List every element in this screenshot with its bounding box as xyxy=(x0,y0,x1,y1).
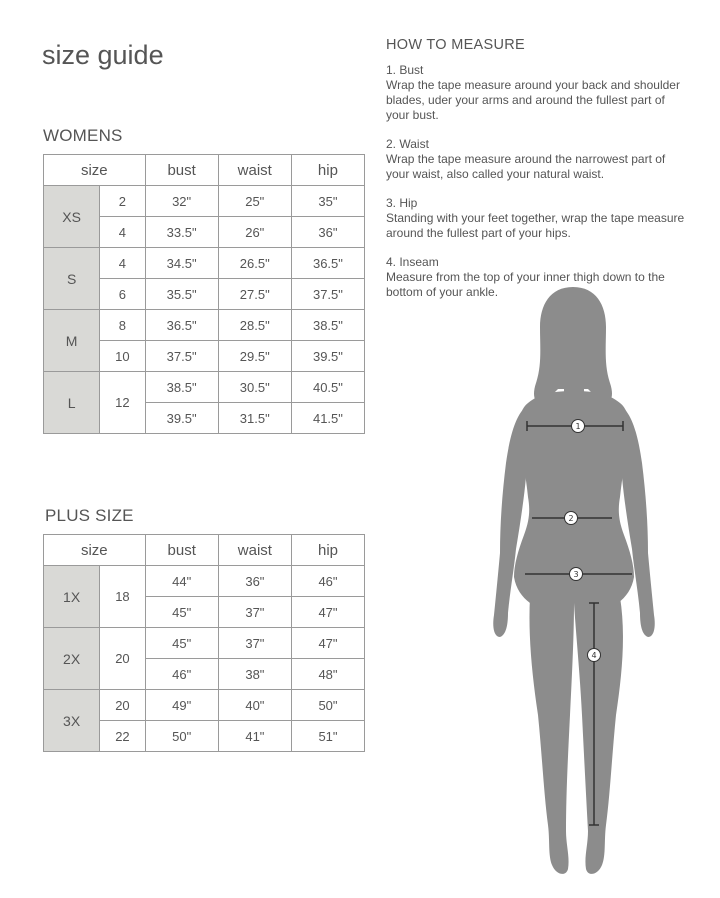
bust-value: 35.5" xyxy=(145,279,218,310)
size-label-m: M xyxy=(44,310,100,372)
hip-value: 36" xyxy=(291,217,364,248)
hip-value: 51" xyxy=(292,721,365,752)
header-bust: bust xyxy=(145,535,218,566)
waist-value: 25" xyxy=(218,186,291,217)
step-title: 4. Inseam xyxy=(386,255,439,269)
header-hip: hip xyxy=(291,155,364,186)
size-number: 22 xyxy=(100,721,145,752)
waist-value: 28.5" xyxy=(218,310,291,341)
header-waist: waist xyxy=(218,155,291,186)
size-number: 20 xyxy=(100,628,145,690)
header-bust: bust xyxy=(145,155,218,186)
size-number: 2 xyxy=(100,186,145,217)
hip-value: 35" xyxy=(291,186,364,217)
table-row xyxy=(44,566,365,597)
size-number: 20 xyxy=(100,690,145,721)
hip-value: 39.5" xyxy=(291,341,364,372)
size-label-xs: XS xyxy=(44,186,100,248)
marker-2 xyxy=(565,512,578,525)
table-row xyxy=(44,690,365,721)
table-row xyxy=(44,372,365,403)
marker-4-label: 4 xyxy=(591,651,597,660)
step-text: Standing with your feet together, wrap the tape measure around the fullest part of your hips. xyxy=(386,211,685,240)
waist-value: 38" xyxy=(218,659,291,690)
bust-value: 45" xyxy=(145,597,218,628)
table-row xyxy=(44,248,365,279)
waist-value: 36" xyxy=(218,566,291,597)
waist-value: 31.5" xyxy=(218,403,291,434)
waist-value: 41" xyxy=(218,721,291,752)
how-to-measure-heading: HOW TO MEASURE xyxy=(386,37,526,53)
size-number: 6 xyxy=(100,279,145,310)
hip-value: 48" xyxy=(292,659,365,690)
waist-value: 30.5" xyxy=(218,372,291,403)
hip-value: 37.5" xyxy=(291,279,364,310)
marker-1-label: 1 xyxy=(575,422,581,431)
plus-size-table xyxy=(43,534,365,752)
womens-heading: WOMENS xyxy=(43,126,123,145)
size-number: 8 xyxy=(100,310,145,341)
step-text: Wrap the tape measure around your back and shoulder blades, uder your arms and around the fullest part of your bust. xyxy=(386,78,680,122)
waist-value: 37" xyxy=(218,597,291,628)
bust-value: 50" xyxy=(145,721,218,752)
step-text: Measure from the top of your inner thigh down to the bottom of your ankle. xyxy=(386,270,665,299)
step-title: 1. Bust xyxy=(386,63,424,77)
hip-value: 50" xyxy=(292,690,365,721)
waist-value: 37" xyxy=(218,628,291,659)
bust-value: 36.5" xyxy=(145,310,218,341)
header-waist: waist xyxy=(218,535,291,566)
size-number: 4 xyxy=(100,248,145,279)
size-label-s: S xyxy=(44,248,100,310)
womens-size-table xyxy=(43,154,365,434)
marker-4 xyxy=(588,649,601,662)
step-bust xyxy=(386,63,686,123)
bust-value: 44" xyxy=(145,566,218,597)
size-number: 18 xyxy=(100,566,145,628)
marker-3-label: 3 xyxy=(573,570,579,579)
hip-value: 47" xyxy=(292,597,365,628)
marker-1 xyxy=(572,420,585,433)
page-title: size guide xyxy=(42,40,164,70)
size-label-l: L xyxy=(44,372,100,434)
size-number: 4 xyxy=(100,217,145,248)
how-to-measure-panel xyxy=(386,38,686,314)
step-hip xyxy=(386,196,686,241)
table-row xyxy=(44,310,365,341)
marker-3 xyxy=(570,568,583,581)
step-title: 2. Waist xyxy=(386,137,429,151)
step-title: 3. Hip xyxy=(386,196,418,210)
bust-value: 34.5" xyxy=(145,248,218,279)
size-number: 10 xyxy=(100,341,145,372)
hip-value: 41.5" xyxy=(291,403,364,434)
plus-size-heading: PLUS SIZE xyxy=(45,506,134,525)
bust-value: 33.5" xyxy=(145,217,218,248)
bust-value: 46" xyxy=(145,659,218,690)
step-waist xyxy=(386,137,686,182)
hip-value: 36.5" xyxy=(291,248,364,279)
bust-value: 32" xyxy=(145,186,218,217)
bust-value: 37.5" xyxy=(145,341,218,372)
step-text: Wrap the tape measure around the narrowest part of your waist, also called your natural waist. xyxy=(386,152,666,181)
header-size: size xyxy=(44,155,146,186)
header-size: size xyxy=(44,535,146,566)
waist-value: 27.5" xyxy=(218,279,291,310)
hip-value: 38.5" xyxy=(291,310,364,341)
waist-value: 40" xyxy=(218,690,291,721)
header-hip: hip xyxy=(292,535,365,566)
size-label-3x: 3X xyxy=(44,690,100,752)
bust-value: 38.5" xyxy=(145,372,218,403)
hip-value: 47" xyxy=(292,628,365,659)
bust-value: 49" xyxy=(145,690,218,721)
bust-value: 39.5" xyxy=(145,403,218,434)
size-label-2x: 2X xyxy=(44,628,100,690)
waist-value: 29.5" xyxy=(218,341,291,372)
waist-value: 26" xyxy=(218,217,291,248)
marker-2-label: 2 xyxy=(568,514,574,523)
table-row xyxy=(44,186,365,217)
table-row xyxy=(44,628,365,659)
size-number: 12 xyxy=(100,372,145,434)
body-silhouette-figure xyxy=(470,285,680,890)
hip-value: 40.5" xyxy=(291,372,364,403)
bust-value: 45" xyxy=(145,628,218,659)
size-label-1x: 1X xyxy=(44,566,100,628)
hip-value: 46" xyxy=(292,566,365,597)
waist-value: 26.5" xyxy=(218,248,291,279)
